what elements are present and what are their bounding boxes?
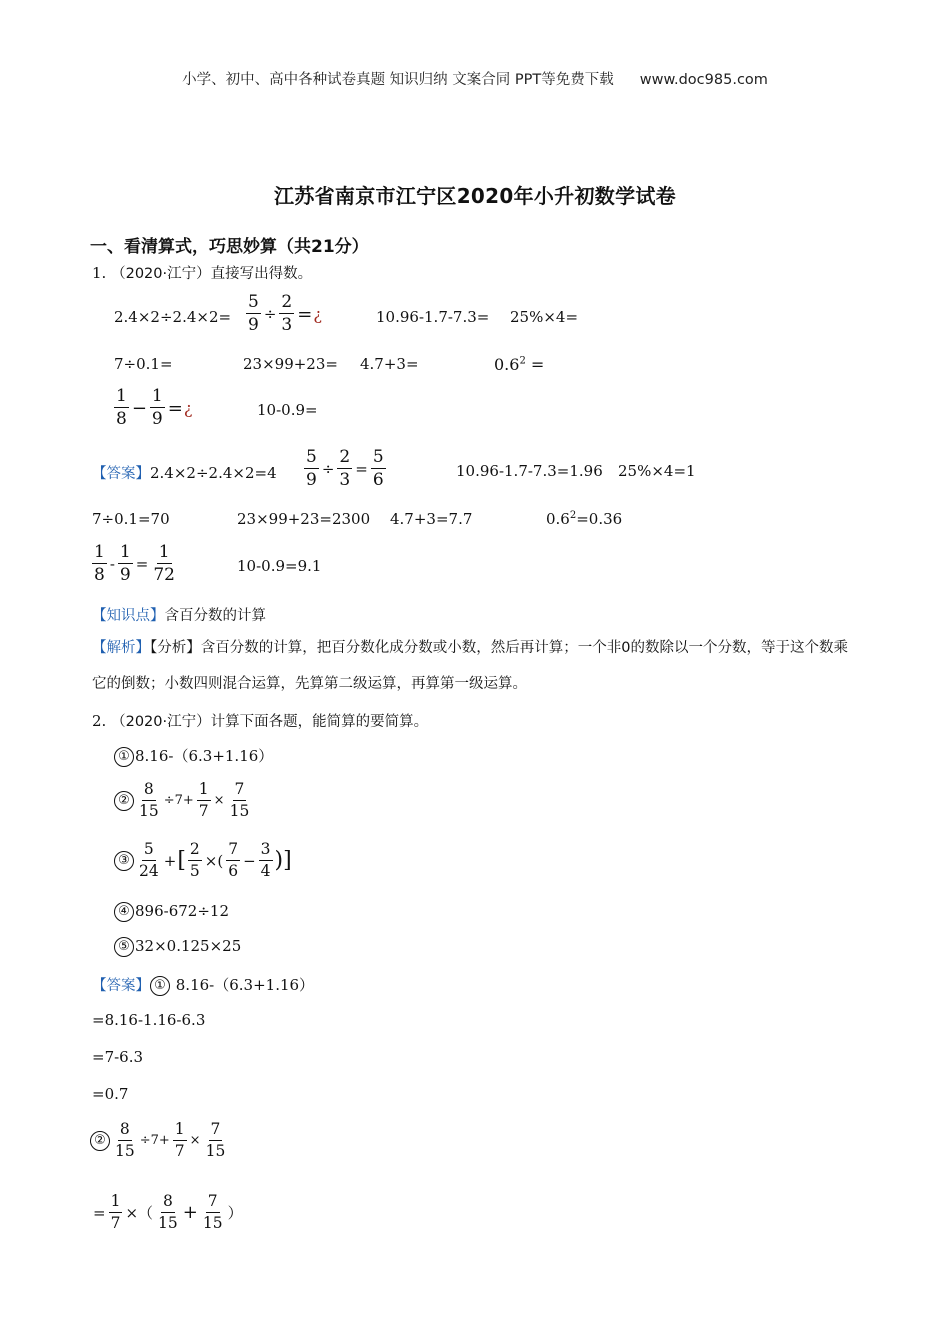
q1-answer-g: 4.7+3=7.7	[390, 510, 473, 528]
question-2-stem	[92, 710, 428, 731]
fraction: $\frac{7}{15}$	[202, 1192, 223, 1232]
q1-item-e: 7÷0.1=	[114, 355, 173, 373]
fraction: $\frac{5}{9}$	[306, 447, 317, 490]
q1-answer-h: $0.6^2=0.36$	[546, 510, 623, 528]
fraction: $\frac{7}{6}$	[228, 840, 239, 880]
fraction: $\frac{7}{15}$	[205, 1120, 226, 1160]
q2-item-2: ② $\frac{8}{15}$ ÷7+ $\frac{1}{7}$ × $\frac{7}{15}$	[114, 782, 253, 819]
q2-answer-1: 【答案】 ① 8.16-（6.3+1.16）	[92, 976, 315, 994]
q1-item-i: $\frac{1}{8}$ − $\frac{1}{9}$ =¿	[116, 386, 193, 429]
q2-item-4: ④ 896-672÷12	[114, 902, 229, 922]
q2-answer-2: ② $\frac{8}{15}$ ÷7+ $\frac{1}{7}$ × $\frac{7}{15}$	[90, 1122, 229, 1159]
q2-item-1: ① 8.16-（6.3+1.16）	[114, 745, 273, 767]
question-prompt: 直接写出得数。	[210, 266, 313, 282]
fraction: $\frac{1}{8}$	[94, 542, 105, 585]
q1-item-f: 23×99+23=	[243, 355, 338, 373]
fraction: $\frac{5}{9}$	[248, 292, 259, 335]
q1-answer-e: 7÷0.1=70	[92, 510, 170, 528]
q2-item-3: ③ $\frac{5}{24}$ +[ $\frac{2}{5}$ ×( $\frac{7}{6}$ − $\frac{3}{4}$ )]	[114, 842, 292, 879]
question-number: 1.	[92, 264, 107, 282]
fraction: $\frac{1}{8}$	[116, 386, 127, 429]
question-source: （2020·江宁）	[111, 714, 211, 730]
answer-tag: 【答案】	[92, 978, 150, 994]
q1-analysis: 【解析】【分析】含百分数的计算，把百分数化成分数或小数，然后再计算；一个非0的数除以一个分数，等于这个数乘它的倒数；小数四则混合运算，先算第二级运算，再算第一级运算。	[92, 640, 848, 692]
q2-answer-1-step-1: =8.16-1.16-6.3	[92, 1011, 206, 1029]
q1-item-j: 10-0.9=	[257, 401, 318, 419]
q1-item-g: 4.7+3=	[360, 355, 419, 373]
page-header	[0, 68, 950, 89]
fraction: $\frac{1}{9}$	[151, 386, 163, 429]
fraction: $\frac{1}{72}$	[153, 542, 175, 585]
fraction: $\frac{1}{7}$	[174, 1120, 185, 1160]
q2-answer-1-step-2: =7-6.3	[92, 1048, 144, 1066]
q1-item-h: $0.6^2$ =	[494, 355, 545, 374]
fraction: $\frac{5}{6}$	[372, 447, 384, 490]
fraction: $\frac{3}{4}$	[260, 840, 271, 880]
q1-item-a: 2.4×2÷2.4×2=	[114, 308, 232, 326]
question-source: （2020·江宁）	[111, 266, 211, 282]
question-1-stem	[92, 262, 312, 283]
fraction: $\frac{8}{15}$	[115, 1120, 135, 1160]
q1-item-d: 25%×4=	[510, 308, 579, 326]
q1-answer-row-1: 【答案】2.4×2÷2.4×2=4	[92, 464, 277, 482]
question-prompt: 计算下面各题，能简算的要简算。	[210, 714, 429, 730]
fraction: $\frac{2}{3}$	[281, 292, 293, 335]
analysis-tag: 【解析】	[92, 640, 150, 656]
q1-item-c: 10.96-1.7-7.3=	[376, 308, 490, 326]
q1-answer-f: 23×99+23=2300	[237, 510, 371, 528]
fraction: $\frac{2}{5}$	[189, 840, 200, 880]
q1-answer-b: $\frac{5}{9}$ ÷ $\frac{2}{3}$ = $\frac{5}{6}$	[306, 447, 384, 490]
fraction: $\frac{5}{24}$	[139, 840, 159, 880]
fraction: $\frac{1}{7}$	[198, 780, 209, 820]
q1-item-b: $\frac{5}{9}$ ÷ $\frac{2}{3}$ =¿	[248, 292, 322, 335]
q2-answer-1-step-3: =0.7	[92, 1085, 129, 1103]
fraction: $\frac{8}{15}$	[139, 780, 159, 820]
q2-item-5: ⑤ 32×0.125×25	[114, 937, 241, 957]
q1-answer-j: 10-0.9=9.1	[237, 557, 322, 575]
knowledge-tag: 【知识点】	[92, 608, 165, 624]
header-site: www.doc985.com	[639, 72, 768, 88]
q1-answer-d: 25%×4=1	[618, 462, 696, 480]
fraction: $\frac{1}{9}$	[119, 542, 131, 585]
fraction: $\frac{2}{3}$	[339, 447, 351, 490]
page-title: 江苏省南京市江宁区2020年小升初数学试卷	[274, 184, 676, 208]
q1-answer-c: 10.96-1.7-7.3=1.96	[456, 462, 603, 480]
question-number: 2.	[92, 712, 107, 730]
fraction: $\frac{1}{7}$	[110, 1192, 121, 1232]
header-text: 小学、初中、高中各种试卷真题 知识归纳 文案合同 PPT等免费下载	[182, 72, 614, 88]
section-heading: 一、看清算式，巧思妙算（共21分）	[90, 237, 369, 257]
fraction: $\frac{8}{15}$	[158, 1192, 178, 1232]
answer-tag: 【答案】	[92, 466, 150, 482]
q1-answer-i: $\frac{1}{8}$ - $\frac{1}{9}$ = $\frac{1}{72}$	[94, 542, 175, 585]
fraction: $\frac{7}{15}$	[229, 780, 250, 820]
q1-knowledge: 【知识点】含百分数的计算	[92, 608, 266, 624]
q2-answer-2-step-1: = $\frac{1}{7}$ ×（ $\frac{8}{15}$ + $\frac{7}{15}$ ）	[93, 1192, 243, 1232]
